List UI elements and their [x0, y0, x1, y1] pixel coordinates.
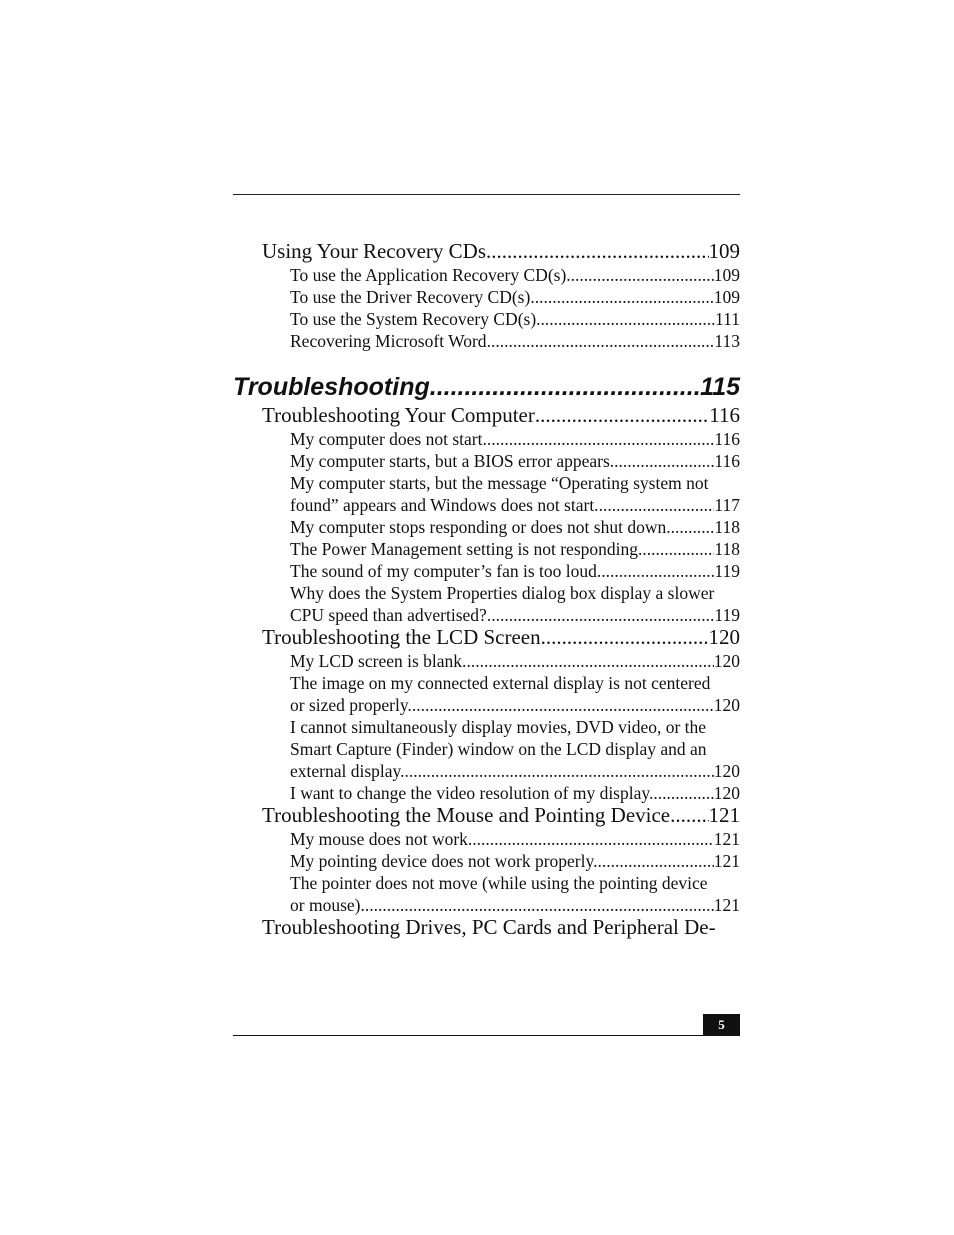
page-number: 5 [718, 1017, 725, 1032]
toc-entry-computer[interactable]: Troubleshooting Your Computer ..... 116 [262, 404, 740, 427]
toc-subentry[interactable]: I want to change the video resolution of my display. ..... 120 [290, 782, 740, 804]
toc-subentry[interactable]: My computer stops responding or does not shut down. ..... 118 [290, 516, 740, 538]
toc-subentry[interactable]: My pointing device does not work properly. ..... 121 [290, 850, 740, 872]
toc-subentry[interactable]: or mouse). ..... 121 [290, 894, 740, 916]
toc-subentry[interactable]: My mouse does not work. ..... 121 [290, 828, 740, 850]
toc-subentry-line: Why does the System Properties dialog box display a slower [290, 583, 715, 603]
toc-subentry[interactable]: or sized properly. ..... 120 [290, 694, 740, 716]
toc-entry-drives[interactable]: Troubleshooting Drives, PC Cards and Peripheral De- [262, 915, 716, 939]
toc-subentry[interactable]: To use the Driver Recovery CD(s) ..... 109 [290, 286, 740, 308]
toc-subentry-line: I cannot simultaneously display movies, DVD video, or the [290, 717, 707, 737]
toc-entry-recovery-cds[interactable]: Using Your Recovery CDs ..... 109 [262, 240, 740, 263]
toc-subentry[interactable]: CPU speed than advertised? ..... 119 [290, 604, 740, 626]
toc-subentry-line: My computer starts, but the message “Operating system not [290, 473, 709, 493]
toc-subentry[interactable]: found” appears and Windows does not start. ..... 117 [290, 494, 740, 516]
toc-entry-lcd[interactable]: Troubleshooting the LCD Screen ..... 120 [262, 626, 740, 649]
bottom-rule [233, 1035, 740, 1036]
toc-subentry[interactable]: My computer starts, but a BIOS error appears. ..... 116 [290, 450, 740, 472]
toc-entry-mouse[interactable]: Troubleshooting the Mouse and Pointing Device ..... 121 [262, 804, 740, 827]
page-number-badge [703, 1014, 740, 1036]
toc-subentry[interactable]: My LCD screen is blank. ..... 120 [290, 650, 740, 672]
toc-subentry-line: Smart Capture (Finder) window on the LCD display and an [290, 739, 707, 759]
toc-subentry[interactable]: Recovering Microsoft Word ..... 113 [290, 330, 740, 352]
toc-subentry[interactable]: To use the Application Recovery CD(s) ..... 109 [290, 264, 740, 286]
toc-subentry[interactable]: To use the System Recovery CD(s) ..... 111 [290, 308, 740, 330]
toc-subentry[interactable]: My computer does not start. ..... 116 [290, 428, 740, 450]
toc-subentry-line: The pointer does not move (while using the pointing device [290, 873, 708, 893]
chapter-heading-troubleshooting[interactable]: Troubleshooting ..... 115 [233, 372, 740, 402]
table-of-contents [233, 240, 740, 939]
toc-subentry[interactable]: external display. ..... 120 [290, 760, 740, 782]
toc-subentry-line: The image on my connected external display is not centered [290, 673, 711, 693]
toc-subentry[interactable]: The Power Management setting is not responding. ..... 118 [290, 538, 740, 560]
toc-subentry[interactable]: The sound of my computer’s fan is too loud. ..... 119 [290, 560, 740, 582]
top-rule [233, 194, 740, 195]
